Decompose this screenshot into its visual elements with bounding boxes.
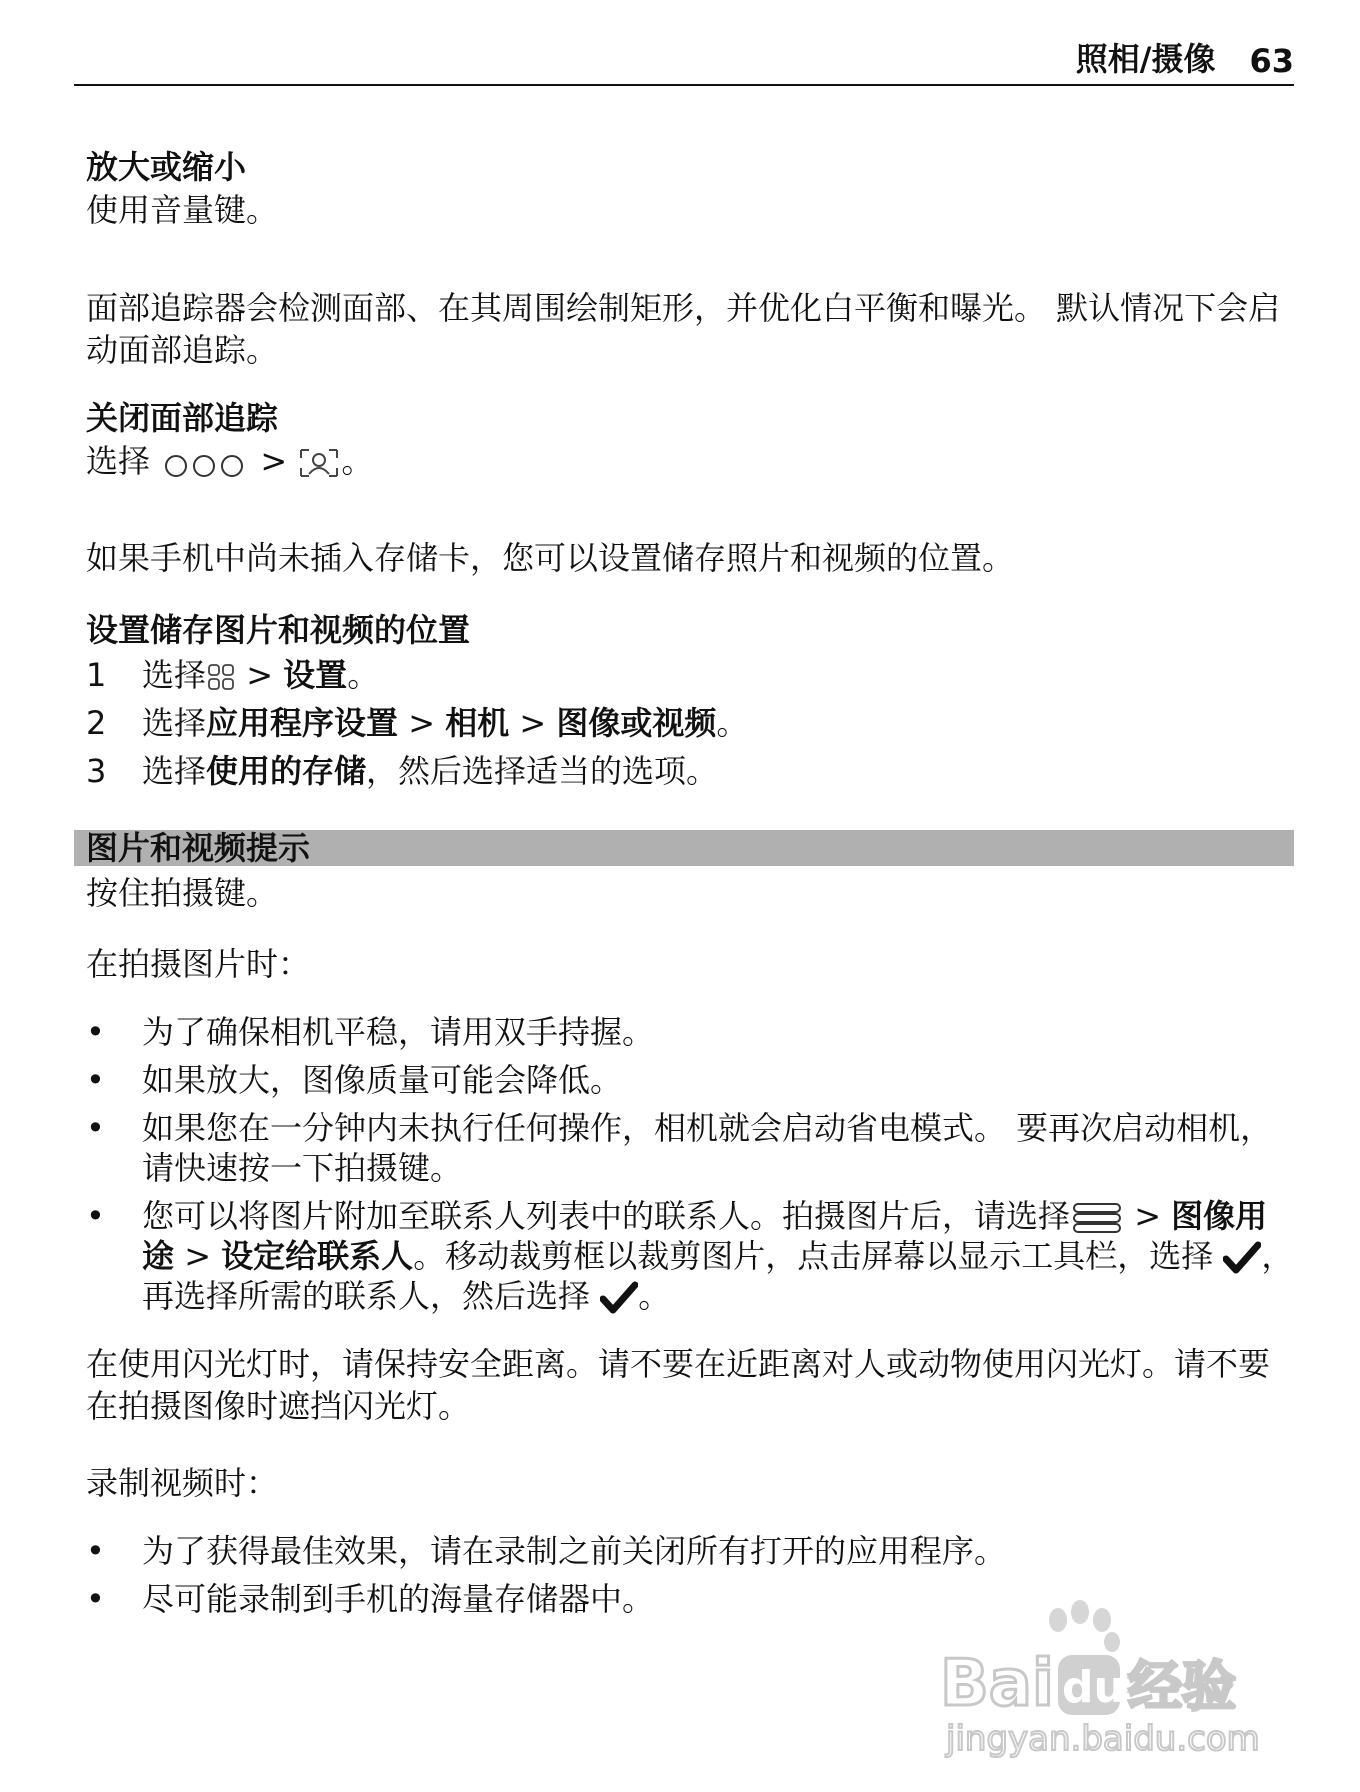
checkmark-icon [600,1281,638,1315]
tips-line-1: 按住拍摄键。 [86,874,279,912]
watermark-cn: 经验 [1128,1655,1236,1718]
page-number: 63 [1249,42,1294,80]
step-end: 。 [347,656,380,694]
bullet: • [86,1580,105,1618]
step-text: 选择 [142,752,207,790]
text-span: 。 [638,1277,671,1315]
bullet-text: 尽可能录制到手机的海量存储器中。 [142,1580,655,1618]
bullet-text: 为了确保相机平稳，请用双手持握。 [142,1013,655,1051]
bullet: • [86,1013,105,1051]
memory-in-use-label: 使用的存储 [206,752,367,790]
use-image-label: 图像用途 [142,1197,1268,1275]
step-text: 选择 [142,704,207,742]
bullet: • [86,1197,105,1235]
settings-menu-label: 设置 [283,656,348,694]
list-item [86,1108,1296,1188]
camera-label: 相机 [445,704,510,742]
step-separator: > [260,442,288,480]
step-separator: > [398,704,446,742]
watermark-brand: Bai [940,1647,1054,1721]
bullet-text [142,1196,1296,1316]
step-number: 2 [86,704,107,742]
tips-section-bar: 图片和视频提示 [74,830,1294,866]
bullet-text: 如果放大，图像质量可能会降低。 [142,1061,623,1099]
zoom-body: 使用音量键。 [86,191,279,229]
text-span: 。移动裁剪框以裁剪图片，点击屏幕以显示工具栏，选择 [413,1237,1214,1275]
text-span: > [174,1237,222,1275]
face-tracking-heading: 关闭面部追踪 [86,399,279,437]
watermark-brand-2: du [1062,1662,1125,1713]
text-span: 您可以将图片附加至联系人列表中的联系人。拍摄图片后，请选择 [142,1197,1071,1235]
step-separator: > [509,704,557,742]
step-end: ，然后选择适当的选项。 [366,752,719,790]
page-header [74,40,1294,86]
options-dots-icon [160,448,250,478]
list-item [86,1012,1296,1052]
bullet: • [86,1061,105,1099]
storage-step-2 [86,702,748,744]
storage-heading: 设置储存图片和视频的位置 [86,611,471,649]
bullet-text: 如果您在一分钟内未执行任何操作，相机就会启动省电模式。 要再次启动相机，请快速按一下拍摄键。 [142,1109,1273,1187]
checkmark-icon [1223,1241,1261,1275]
header-section-title: 照相/摄像 [1075,40,1216,78]
text-span: ，再选择所需的联系人，然后选择 [142,1237,1294,1315]
step-number: 1 [86,656,107,694]
step-end: 。 [716,704,749,742]
storage-step-1 [86,654,379,696]
bullet-text: 为了获得最佳效果，请在录制之前关闭所有打开的应用程序。 [142,1532,1007,1570]
flash-warning: 在使用闪光灯时，请保持安全距离。请不要在近距离对人或动物使用闪光灯。请不要在拍摄图像时遮挡闪光灯。 [86,1345,1271,1425]
baidu-watermark-logo [940,1600,1280,1760]
step-end: 。 [341,442,374,480]
list-item [86,1060,1296,1100]
face-tracking-icon [297,446,341,480]
face-tracking-step [86,440,373,482]
when-video-label: 录制视频时： [86,1464,279,1502]
step-prefix: 选择 [86,442,151,480]
storage-step-3 [86,750,718,792]
assign-to-contact-label: 设定给联系人 [221,1237,414,1275]
app-settings-label: 应用程序设置 [206,704,399,742]
step-separator: > [236,656,284,694]
image-or-video-label: 图像或视频 [556,704,717,742]
text-span: > [1124,1197,1161,1235]
zoom-heading: 放大或缩小 [86,148,247,186]
list-item [86,1196,1296,1316]
bullet: • [86,1532,105,1570]
face-tracking-intro: 面部追踪器会检测面部、在其周围绘制矩形，并优化白平衡和曝光。 默认情况下会启动面部追踪。 [86,289,1281,369]
apps-grid-icon [206,662,236,692]
when-photo-label: 在拍摄图片时： [86,945,311,983]
menu-icon [1070,1201,1124,1235]
list-item [86,1531,1296,1571]
bullet: • [86,1109,105,1147]
step-text: 选择 [142,656,207,694]
storage-intro: 如果手机中尚未插入存储卡，您可以设置储存照片和视频的位置。 [86,539,1015,577]
step-number: 3 [86,752,107,790]
watermark-url: jingyan.baidu.com [946,1719,1260,1759]
